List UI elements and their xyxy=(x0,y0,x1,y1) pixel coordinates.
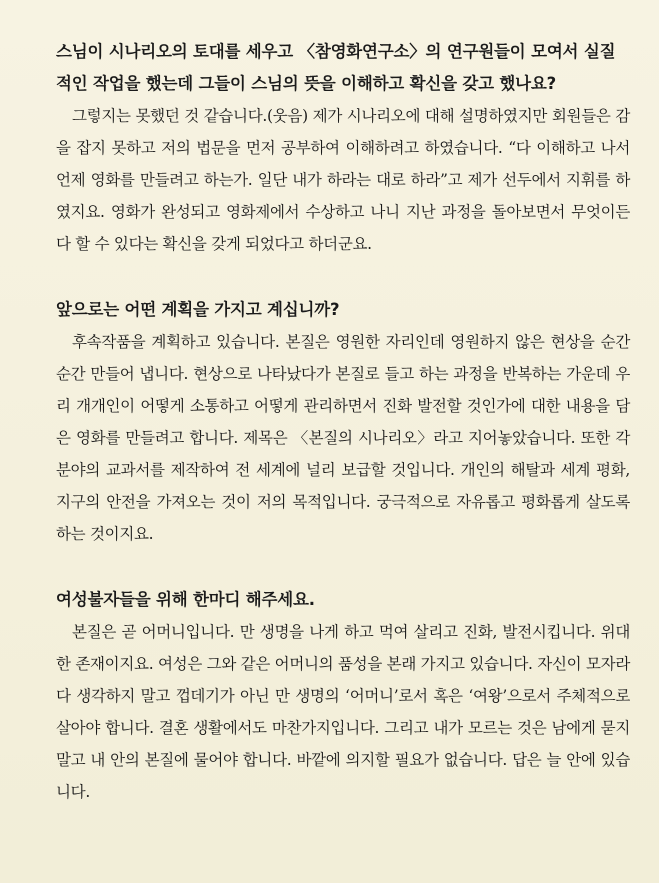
interview-section-2 xyxy=(56,294,630,550)
interview-section-3 xyxy=(56,584,630,808)
interview-section-1 xyxy=(56,36,630,260)
question-1: 스님이 시나리오의 토대를 세우고 〈참영화연구소〉의 연구원들이 모여서 실질적인 작업을 했는데 그들이 스님의 뜻을 이해하고 확신을 갖고 했나요? xyxy=(56,42,616,93)
question-2: 앞으로는 어떤 계획을 가지고 계십니까? xyxy=(56,300,340,319)
question-3: 여성불자들을 위해 한마디 해주세요. xyxy=(56,590,315,609)
answer-3: 본질은 곧 어머니입니다. 만 생명을 나게 하고 먹여 살리고 진화, 발전시킵니다. 위대한 존재이지요. 여성은 그와 같은 어머니의 품성을 본래 가지고 있습니다. 자신이 모자라다 생각하지 말고 껍데기가 아닌 만 생명의 ‘어머니’로서 혹은 ‘여왕’으로서 주체적으로 살아야 합니다. 결혼 생활에서도 마찬가지입니다. 그리고 내가 모르는 것은 남에게 묻지 말고 내 안의 본질에 물어야 합니다. 바깥에 의지할 필요가 없습니다. 답은 늘 안에 있습니다. xyxy=(56,623,630,801)
answer-1: 그렇지는 못했던 것 같습니다.(웃음) 제가 시나리오에 대해 설명하였지만 회원들은 감을 잡지 못하고 저의 법문을 먼저 공부하여 이해하려고 하였습니다. “다 이해하고 나서 언제 영화를 만들려고 하는가. 일단 내가 하라는 대로 하라”고 제가 선두에서 지휘를 하였지요. 영화가 완성되고 영화제에서 수상하고 나니 지난 과정을 돌아보면서 무엇이든 다 할 수 있다는 확신을 갖게 되었다고 하더군요. xyxy=(56,107,630,253)
answer-2: 후속작품을 계획하고 있습니다. 본질은 영원한 자리인데 영원하지 않은 현상을 순간순간 만들어 냅니다. 현상으로 나타났다가 본질로 들고 하는 과정을 반복하는 가운데 우리 개개인이 어떻게 소통하고 어떻게 관리하면서 진화 발전할 것인가에 대한 내용을 담은 영화를 만들려고 합니다. 제목은 〈본질의 시나리오〉라고 지어놓았습니다. 또한 각 분야의 교과서를 제작하여 전 세계에 널리 보급할 것입니다. 개인의 해탈과 세계 평화, 지구의 안전을 가져오는 것이 저의 목적입니다. 궁극적으로 자유롭고 평화롭게 살도록 하는 것이지요. xyxy=(56,333,630,543)
interview-column xyxy=(56,36,630,842)
